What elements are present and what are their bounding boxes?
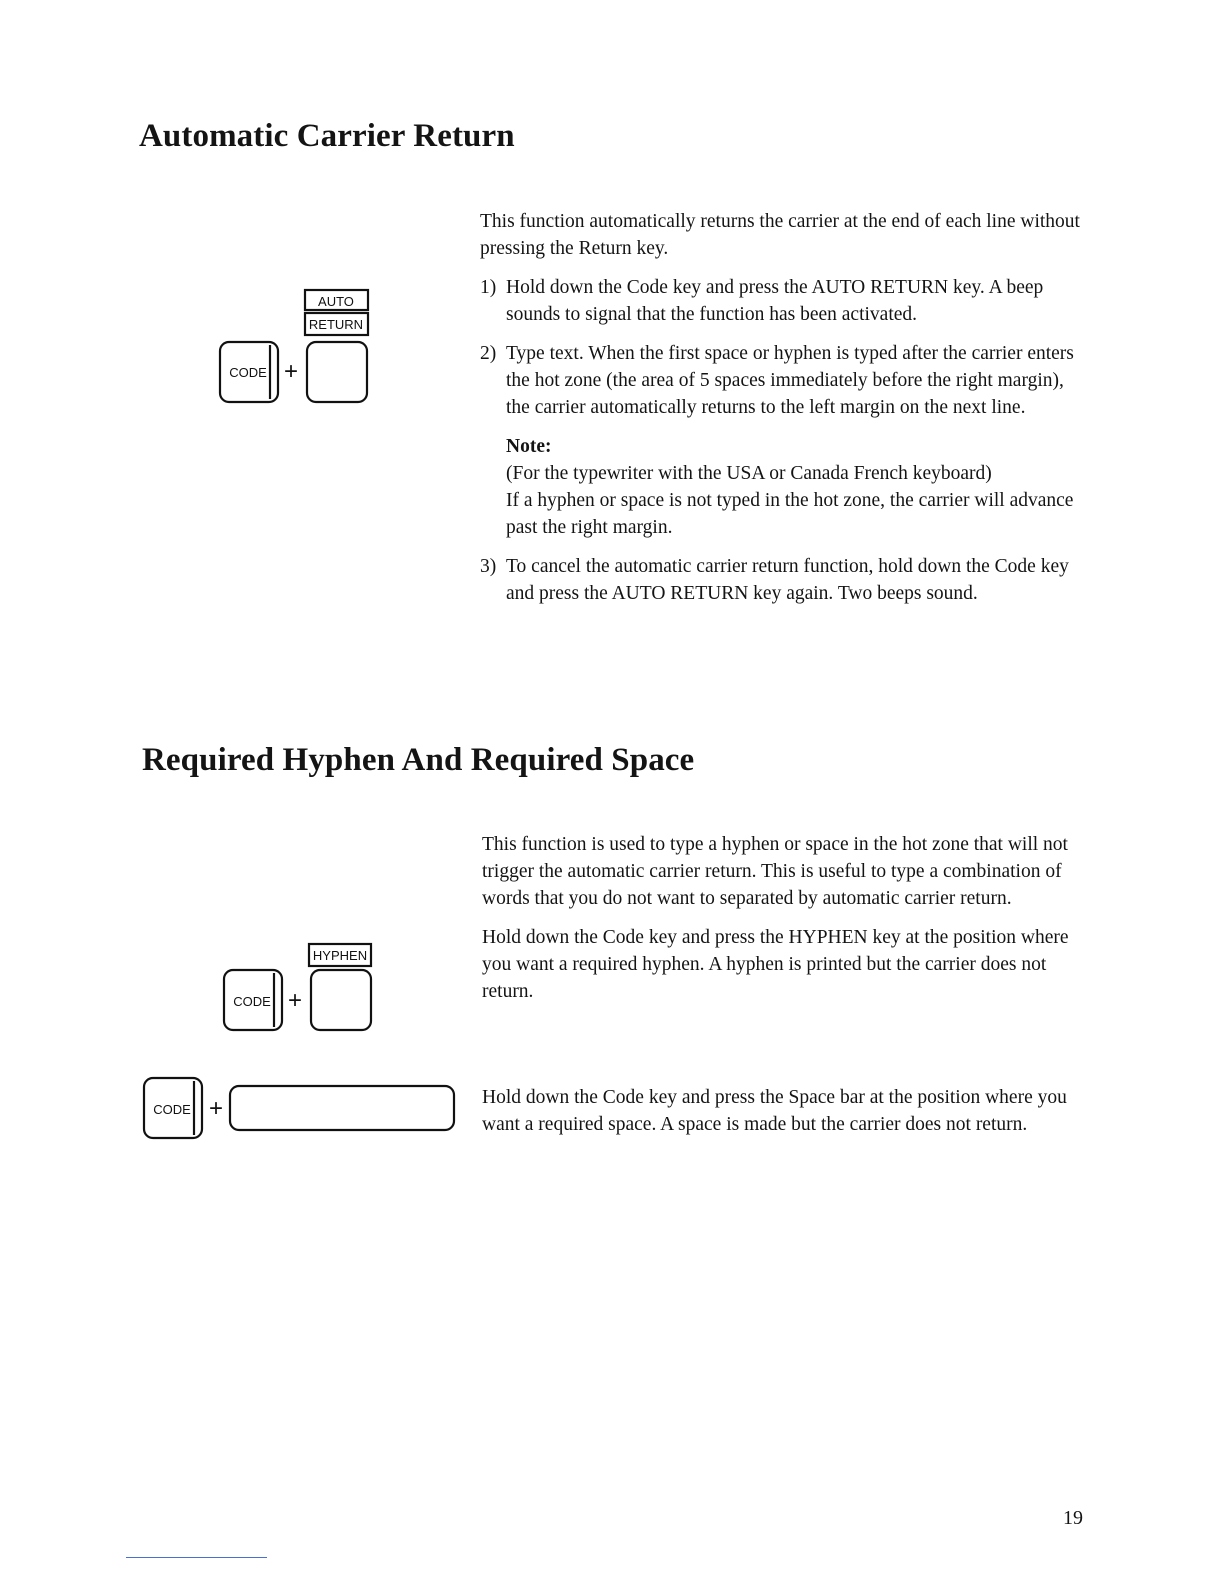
step-2-text: Type text. When the first space or hyphen is typed after the carrier enters the hot zone (the area of 5 spaces immediately before the right margin), the carrier automatically returns to the left margin on the next line. — [506, 343, 1074, 418]
auto-return-body — [480, 208, 1080, 619]
note-block — [480, 433, 1080, 541]
step-1 — [480, 274, 1080, 328]
space-bar-icon — [230, 1086, 454, 1130]
required-space-key-diagram — [138, 1074, 460, 1144]
plus-sign: + — [208, 1095, 224, 1122]
plus-sign: + — [283, 358, 299, 385]
footer-rule — [126, 1557, 267, 1558]
step-2-number: 2) — [480, 343, 497, 364]
auto-return-key-icon — [307, 342, 367, 402]
step-1-text: Hold down the Code key and press the AUTO RETURN key. A beep sounds to signal that the function has been activated. — [506, 277, 1044, 325]
auto-return-key-diagram — [214, 285, 374, 407]
required-intro: This function is used to type a hyphen or space in the hot zone that will not trigger the automatic carrier return. This is useful to type a combination of words that you do not want to separated by automatic carrier return. — [482, 834, 1068, 909]
required-space-body — [482, 1084, 1080, 1150]
required-hyphen-text: Hold down the Code key and press the HYPHEN key at the position where you want a required hyphen. A hyphen is printed but the carrier does not return. — [482, 927, 1069, 1002]
page-number: 19 — [1063, 1507, 1083, 1529]
step-3-number: 3) — [480, 556, 497, 577]
hyphen-key-icon — [311, 970, 371, 1030]
section-title-required-hyphen-space: Required Hyphen And Required Space — [142, 742, 695, 778]
step-3 — [480, 553, 1080, 607]
auto-label: AUTO — [318, 294, 354, 309]
note-line-1: (For the typewriter with the USA or Canada French keyboard) — [506, 463, 992, 484]
auto-return-intro: This function automatically returns the carrier at the end of each line without pressing the Return key. — [480, 211, 1080, 259]
code-key-label: CODE — [233, 994, 271, 1009]
step-1-number: 1) — [480, 277, 497, 298]
step-3-text: To cancel the automatic carrier return function, hold down the Code key and press the AUTO RETURN key again. Two beeps sound. — [506, 556, 1069, 604]
note-label: Note: — [506, 436, 552, 457]
code-key-label: CODE — [229, 365, 267, 380]
section-title-auto-return: Automatic Carrier Return — [139, 118, 515, 154]
hyphen-label: HYPHEN — [312, 948, 368, 963]
note-line-2: If a hyphen or space is not typed in the hot zone, the carrier will advance past the right margin. — [506, 490, 1074, 538]
step-2 — [480, 340, 1080, 421]
code-key-label: CODE — [153, 1102, 191, 1117]
required-space-text: Hold down the Code key and press the Space bar at the position where you want a required space. A space is made but the carrier does not return. — [482, 1087, 1067, 1135]
required-hyphen-body — [482, 831, 1080, 1017]
plus-sign: + — [287, 987, 303, 1014]
return-label: RETURN — [308, 317, 364, 332]
required-hyphen-key-diagram — [218, 940, 378, 1035]
